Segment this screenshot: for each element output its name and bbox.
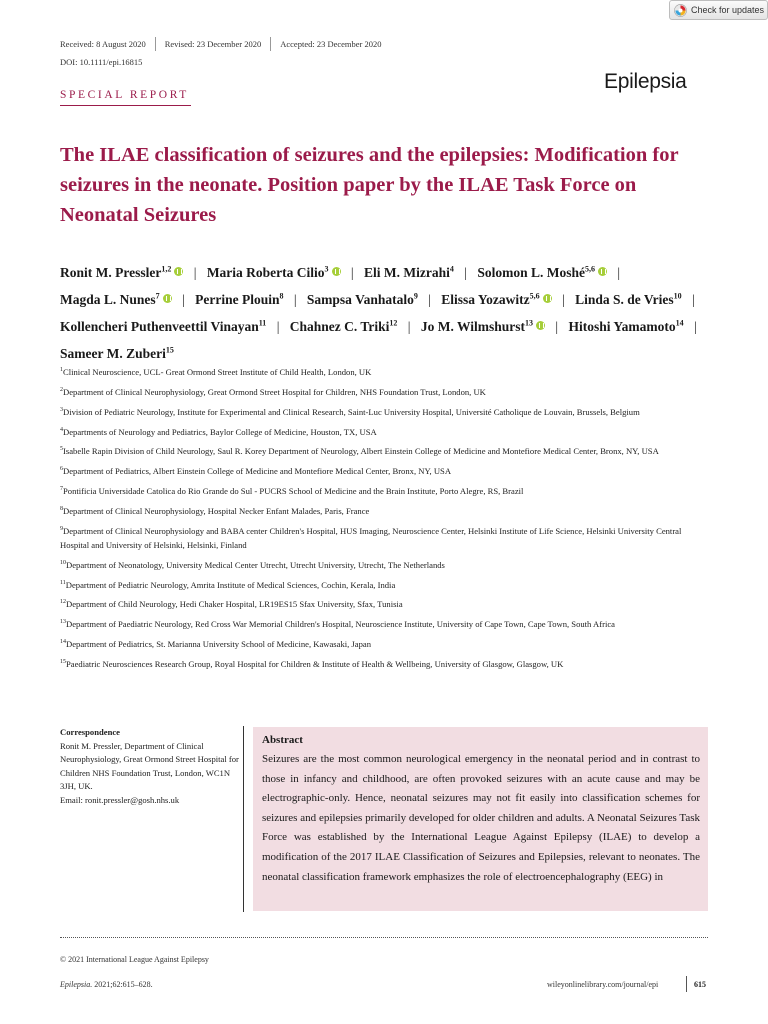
- affiliation-number: 4: [60, 426, 63, 433]
- affiliation-text: Departments of Neurology and Pediatrics, Baylor College of Medicine, Houston, TX, USA: [63, 426, 377, 437]
- author-name: Chahnez C. Triki: [289, 318, 390, 334]
- orcid-icon[interactable]: [598, 267, 607, 276]
- author-entry[interactable]: [364, 265, 454, 280]
- author-separator: |: [464, 264, 467, 280]
- doi[interactable]: DOI: 10.1111/epi.16815: [60, 57, 143, 67]
- author-name: Kollencheri Puthenveettil Vinayan: [60, 318, 259, 334]
- affiliation-number: 2: [60, 386, 63, 393]
- affiliation-item: [60, 556, 710, 572]
- affiliation-item: [60, 635, 710, 651]
- author-separator: |: [555, 318, 559, 334]
- author-separator: |: [428, 291, 431, 307]
- affiliation-text: Department of Pediatrics, Albert Einstein College of Medicine and Montefiore Medical Center, Bronx, NY, USA: [63, 466, 452, 477]
- author-name: Hitoshi Yamamoto: [568, 318, 676, 334]
- affiliation-number: 13: [60, 619, 66, 626]
- author-entry[interactable]: [307, 292, 418, 307]
- author-entry[interactable]: [290, 319, 398, 334]
- author-separator: |: [193, 264, 197, 280]
- date-separator: [270, 37, 271, 51]
- orcid-icon[interactable]: [543, 294, 552, 303]
- author-entry[interactable]: [421, 319, 545, 334]
- correspondence: [60, 726, 240, 807]
- author-entry[interactable]: [195, 292, 283, 307]
- author-separator: |: [562, 291, 565, 307]
- affiliation-text: Department of Neonatology, University Medical Center Utrecht, Utrecht University, Utrecht, The Netherlands: [66, 559, 445, 570]
- author-separator: |: [693, 318, 697, 334]
- author-affiliation-number: 15: [165, 345, 174, 354]
- author-name: Elissa Yozawitz: [441, 291, 530, 307]
- affiliation-text: Department of Child Neurology, Hedi Chaker Hospital, LR19ES15 Sfax University, Sfax, Tunisia: [66, 599, 403, 610]
- abstract-heading: Abstract: [262, 734, 303, 746]
- affiliation-number: 9: [60, 525, 63, 532]
- author-affiliation-number: 12: [389, 318, 398, 327]
- author-affiliation-number: 11: [258, 318, 267, 327]
- affiliation-number: 5: [60, 446, 63, 453]
- author-affiliation-number: 14: [675, 318, 684, 327]
- orcid-icon[interactable]: [332, 267, 341, 276]
- abstract-text: Seizures are the most common neurological emergency in the neonatal period and in contrast to those in infancy and childhood, are often provoked seizures with an acute cause and may be electrographic-only. Hence, neonatal seizures may not fit easily into classification schemes for seizures and epilepsies primarily developed for older children and adults. A Neonatal Seizures Task Force was established by the International League Against Epilepsy (ILAE) to develop a modification of the 2017 ILAE Classification of Seizures and Epilepsies, relevant to neonates. The neonatal classification framework emphasizes the role of electroencephalography (EEG) in: [262, 753, 700, 883]
- author-name: Sameer M. Zuberi: [60, 345, 166, 361]
- author-entry[interactable]: [60, 265, 183, 280]
- affiliation-number: 7: [60, 486, 63, 493]
- author-affiliation-number: 13: [525, 318, 534, 327]
- affiliation-number: 8: [60, 506, 63, 513]
- affiliation-number: 15: [60, 659, 66, 666]
- author-affiliation-number: 4: [449, 264, 454, 273]
- author-entry[interactable]: [60, 346, 174, 361]
- affiliation-item: [60, 442, 710, 458]
- affiliation-item: [60, 576, 710, 592]
- author-name: Maria Roberta Cilio: [206, 264, 325, 280]
- affiliation-text: Paediatric Neurosciences Research Group, Royal Hospital for Children & Institute of Health & Wellbeing, University of Glasgow, Glasgow, UK: [66, 658, 564, 669]
- crossmark-icon: [674, 4, 687, 17]
- section-underline: [60, 105, 191, 106]
- affiliation-item: [60, 502, 710, 518]
- author-entry[interactable]: [575, 292, 682, 307]
- affiliation-text: Clinical Neuroscience, UCL- Great Ormond Street Institute of Child Health, London, UK: [63, 366, 372, 377]
- author-separator: |: [617, 264, 621, 280]
- author-name: Jo M. Wilmshurst: [420, 318, 526, 334]
- affiliation-number: 11: [60, 579, 66, 586]
- author-affiliation-number: 9: [413, 291, 418, 300]
- affiliation-text: Department of Clinical Neurophysiology, Hospital Necker Enfant Malades, Paris, France: [63, 505, 370, 516]
- article-dates: [60, 37, 382, 51]
- affiliation-item: [60, 655, 710, 671]
- author-affiliation-number: 5,6: [584, 264, 595, 273]
- check-for-updates-label: Check for updates: [691, 5, 765, 15]
- footer-dotted-rule: [60, 937, 708, 938]
- affiliation-number: 1: [60, 367, 63, 373]
- correspondence-body: Ronit M. Pressler, Department of Clinical Neurophysiology, Great Ormond Street Hospital for Children NHS Foundation Trust, London, WC1N 3JH, UK.: [60, 740, 239, 791]
- journal-logo: Epilepsia: [604, 70, 687, 93]
- affiliation-text: Department of Clinical Neurophysiology, Great Ormond Street Hospital for Children, NHS Foundation Trust, London, UK: [63, 386, 486, 397]
- affiliation-list: [60, 363, 710, 675]
- affiliation-text: Department of Pediatrics, St. Marianna University School of Medicine, Kawasaki, Japan: [66, 639, 371, 650]
- author-name: Solomon L. Moshé: [477, 264, 585, 280]
- affiliation-text: Department of Pediatric Neurology, Amrita Institute of Medical Sciences, Cochin, Kerala, India: [65, 579, 396, 590]
- affiliation-number: 3: [60, 406, 63, 413]
- author-entry[interactable]: [207, 265, 341, 280]
- author-entry[interactable]: [568, 319, 683, 334]
- affiliation-text: Department of Paediatric Neurology, Red Cross War Memorial Children's Hospital, Neuroscience Institute, University of Cape Town, Cape Town, South Africa: [66, 619, 615, 630]
- received-date: Received: 8 August 2020: [60, 39, 146, 49]
- copyright: © 2021 International League Against Epilepsy: [60, 955, 209, 964]
- affiliation-number: 6: [60, 466, 63, 473]
- check-for-updates-badge[interactable]: [669, 0, 768, 20]
- affiliation-text: Isabelle Rapin Division of Child Neurology, Saul R. Korey Department of Neurology, Albert Einstein College of Medicine and Montefiore Medical Center, Bronx, NY, USA: [63, 446, 659, 457]
- affiliation-item: [60, 423, 710, 439]
- correspondence-heading: Correspondence: [60, 727, 120, 737]
- author-separator: |: [407, 318, 411, 334]
- author-separator: |: [293, 291, 297, 307]
- accepted-date: Accepted: 23 December 2020: [280, 39, 382, 49]
- author-entry[interactable]: [60, 319, 266, 334]
- affiliation-text: Pontificia Universidade Catolica do Rio Grande do Sul - PUCRS School of Medicine and the Brain Institute, Porto Alegre, RS, Brazil: [63, 486, 524, 497]
- citation-journal: Epilepsia.: [60, 980, 93, 989]
- orcid-icon[interactable]: [163, 294, 172, 303]
- author-separator: |: [182, 291, 185, 307]
- article-title: The ILAE classification of seizures and the epilepsies: Modification for seizures in the neonate. Position paper by the ILAE Task Force on Neonatal Seizures: [60, 144, 679, 226]
- author-separator: |: [276, 318, 280, 334]
- author-entry[interactable]: [60, 292, 172, 307]
- author-name: Linda S. de Vries: [575, 291, 674, 307]
- author-affiliation-number: 3: [324, 264, 329, 273]
- author-affiliation-number: 8: [279, 291, 284, 300]
- affiliation-item: [60, 403, 710, 419]
- author-name: Eli M. Mizrahi: [364, 264, 450, 280]
- author-separator: |: [692, 291, 695, 307]
- date-separator: [155, 37, 156, 51]
- author-name: Ronit M. Pressler: [60, 264, 162, 280]
- section-label: SPECIAL REPORT: [60, 89, 189, 101]
- citation-volume: 2021;62:615–628.: [94, 980, 153, 989]
- affiliation-item: [60, 462, 710, 478]
- author-separator: |: [350, 264, 354, 280]
- author-name: Magda L. Nunes: [60, 291, 156, 307]
- author-affiliation-number: 10: [673, 291, 682, 300]
- affiliation-item: [60, 482, 710, 498]
- page-divider: [686, 976, 687, 992]
- author-affiliation-number: 7: [155, 291, 160, 300]
- affiliation-text: Department of Clinical Neurophysiology and BABA center Children's Hospital, HUS Imaging, Neuroscience Center, Helsinki Institute of Life Science, Helsinki University Central Hospital and University of Helsinki, Helsinki, Finland: [60, 525, 682, 550]
- abstract-box: [253, 727, 708, 911]
- revised-date: Revised: 23 December 2020: [164, 39, 262, 49]
- author-list: [60, 257, 740, 365]
- affiliation-text: Division of Pediatric Neurology, Institute for Experimental and Clinical Research, Saint-Luc University Hospital, Université Catholique de Louvain, Brussels, Belgium: [63, 406, 640, 417]
- affiliation-item: [60, 363, 710, 379]
- affiliation-number: 12: [60, 599, 66, 606]
- page-number: 615: [694, 980, 706, 989]
- affiliation-item: [60, 522, 710, 552]
- author-affiliation-number: 1,2: [161, 264, 172, 273]
- affiliation-item: [60, 595, 710, 611]
- author-name: Sampsa Vanhatalo: [306, 291, 414, 307]
- citation: [60, 980, 153, 989]
- affiliation-number: 14: [60, 639, 66, 646]
- author-name: Perrine Plouin: [195, 291, 280, 307]
- correspondence-email[interactable]: Email: ronit.pressler@gosh.nhs.uk: [60, 794, 180, 805]
- author-entry[interactable]: [477, 265, 607, 280]
- affiliation-item: [60, 383, 710, 399]
- journal-url[interactable]: wileyonlinelibrary.com/journal/epi: [547, 980, 659, 989]
- affiliation-item: [60, 615, 710, 631]
- author-affiliation-number: 5,6: [529, 291, 540, 300]
- orcid-icon[interactable]: [536, 321, 545, 330]
- affiliation-number: 10: [60, 559, 66, 566]
- correspondence-divider: [243, 726, 244, 912]
- orcid-icon[interactable]: [174, 267, 183, 276]
- author-entry[interactable]: [441, 292, 551, 307]
